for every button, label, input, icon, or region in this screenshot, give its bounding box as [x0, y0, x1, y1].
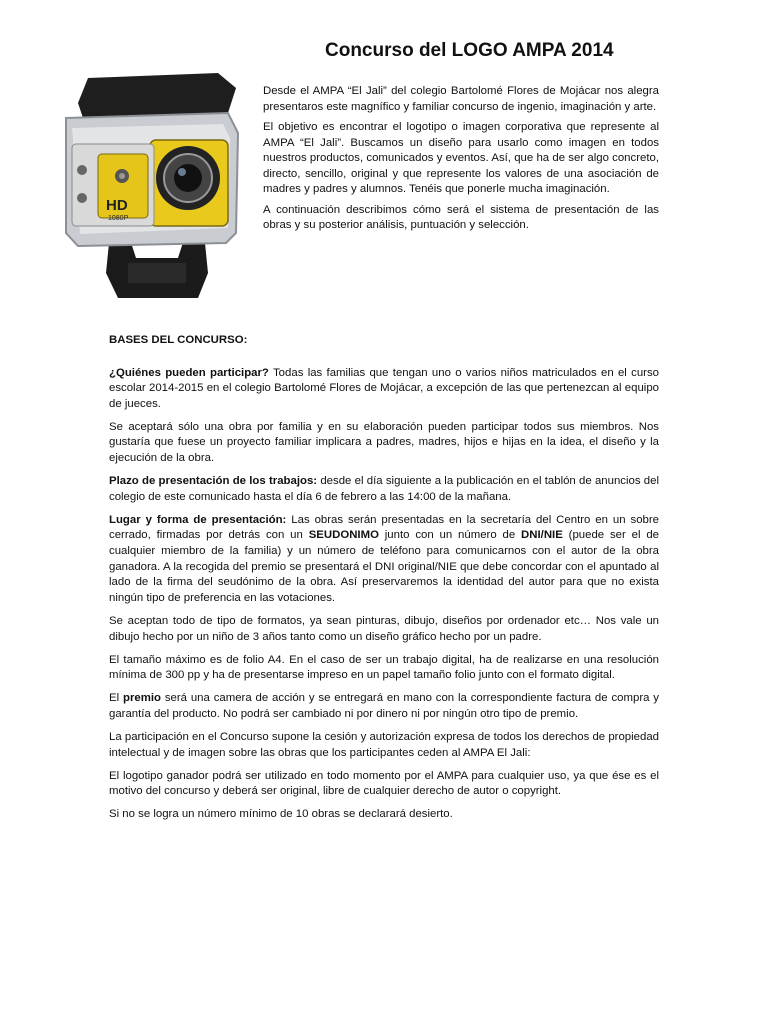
lugar-label: Lugar y forma de presentación: — [109, 513, 287, 526]
lugar-text: Las obras serán presentadas en la secretaría del Centro en un sobre cerrado, firmadas por detrás con un — [109, 513, 659, 542]
intro-paragraph: A continuación describimos cómo será el sistema de presentación de las obras y su posterior análisis, puntuación y selección. — [263, 203, 659, 231]
quienes-label: ¿Quiénes pueden participar? — [109, 366, 269, 379]
premio-paragraph — [109, 691, 659, 722]
obra-paragraph: Se aceptará sólo una obra por familia y en su elaboración pueden participar todos sus miembros. Nos gustaría que fuese un proyecto familiar implicara a padres, madres, hijos e hijas en la idea, el diseño y la ejecución de la obra. — [109, 420, 659, 465]
hd-subtext: 1080P — [108, 215, 129, 222]
plazo-paragraph — [109, 474, 659, 505]
seudonimo-term: SEUDONIMO — [308, 529, 379, 542]
logotipo-paragraph: El logotipo ganador podrá ser utilizado en todo momento por el AMPA para cualquier uso, ya que ése es el motivo del concurso y deberá ser original, libre de cualquier derecho de autor o copyright. — [109, 769, 659, 798]
quienes-text: Todas las familias que tengan uno o varios niños matriculados en el curso escolar 2014-2015 en el colegio Bartolomé Flores de Mojácar, a excepción de las que pertenezcan al equipo de jueces. — [109, 366, 659, 410]
hd-badge: HD — [106, 197, 128, 214]
intro-paragraph: Desde el AMPA “El Jali” del colegio Bartolomé Flores de Mojácar nos alegra presentaros este magnífico y familiar concurso de ingenio, imaginación y arte. — [263, 85, 659, 113]
premio-label: premio — [122, 692, 161, 705]
plazo-text: desde el día siguiente a la publicación en el tablón de anuncios del colegio de este comunicado hasta el día 6 de febrero a las 14:00 de la mañana. — [109, 475, 660, 503]
intro-paragraph: El objetivo es encontrar el logotipo o imagen corporativa que represente al AMPA “El Jali”. Buscamos un diseño para usarlo como imagen en todos nuestros productos, comunicados y eventos. Así, que ha de ser algo concreto, directo, sencillo, original y que represente los valores de una asociación de madres y padres y alumnos. Tenéis que ponerle mucha imaginación. — [263, 121, 659, 195]
lugar-text: junto con un número de — [378, 529, 522, 542]
lugar-text: (puede ser el de cualquier miembro de la familia) y un número de teléfono para comunicarnos con el autor de la obra ganadora. A la recogida del premio se presentará el DNI original/NIE que debe concordar con el apuntado al lado de la firma del seudónimo de la obra. Así preservaremos la identidad del autor para que no exista ningún tipo de preferencia en las votaciones. — [109, 529, 660, 604]
lugar-paragraph — [109, 513, 659, 607]
cesion-paragraph: La participación en el Concurso supone la cesión y autorización expresa de todos los derechos de propiedad intelectual y de imagen sobre las obras que los participantes ceden al AMPA El Jali: — [109, 730, 659, 759]
dni-term: DNI/NIE — [521, 529, 563, 542]
bases-section — [109, 333, 659, 830]
plazo-label: Plazo de presentación de los trabajos: — [109, 475, 318, 488]
premio-text: será una camera de acción y se entregará en mano con la correspondiente factura de compra y garantía del producto. No podrá ser cambiado ni por dinero ni por ningún otro tipo de premio. — [109, 692, 659, 720]
formatos-paragraph: Se aceptan todo de tipo de formatos, ya sean pinturas, dibujo, diseños por ordenador etc… Nos vale un dibujo hecho por un niño de 3 años tanto como un diseño gráfico hecho por un padre. — [109, 614, 659, 643]
bases-heading: BASES DEL CONCURSO: — [109, 334, 248, 346]
intro-section — [263, 84, 659, 239]
action-camera-image — [58, 58, 248, 308]
premio-text: El — [109, 692, 123, 705]
desierto-paragraph: Si no se logra un número mínimo de 10 obras se declarará desierto. — [109, 808, 453, 821]
tamano-paragraph: El tamaño máximo es de folio A4. En el caso de ser un trabajo digital, ha de realizarse en una resolución mínima de 300 pp y ha de presentarse impreso en un papel tamaño folio junto con el formato digital. — [109, 653, 659, 682]
quienes-paragraph — [109, 366, 659, 413]
page-title: Concurso del LOGO AMPA 2014 — [325, 40, 614, 61]
